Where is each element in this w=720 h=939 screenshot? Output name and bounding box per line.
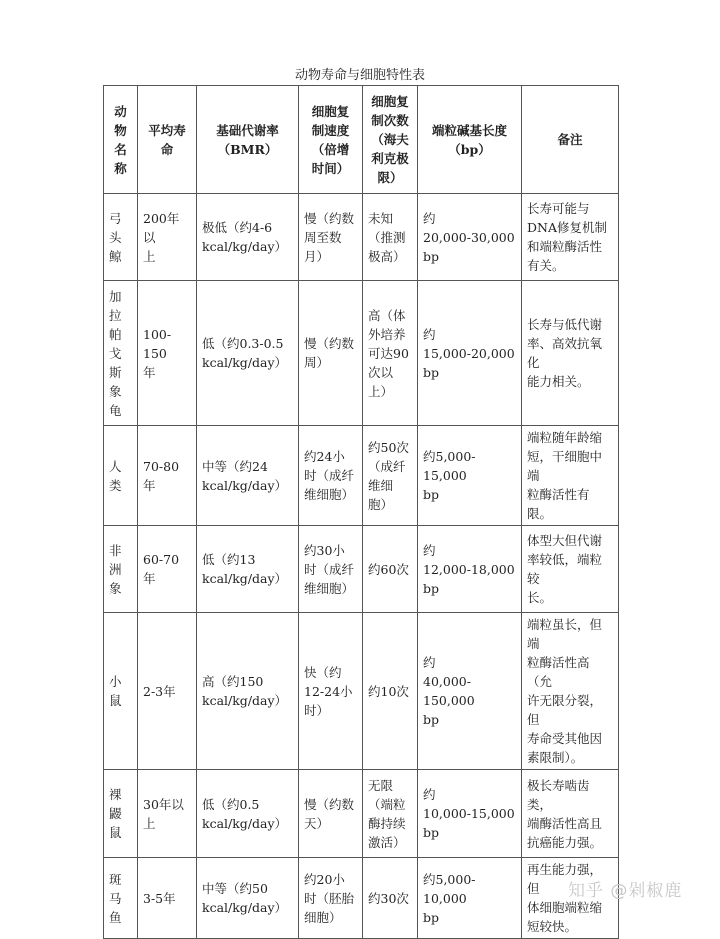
- cell-doubling-time: 慢（约数 天）: [299, 770, 363, 858]
- table-row: [104, 426, 619, 526]
- cell-doubling-time: 约30小 时（成纤 维细胞）: [299, 526, 363, 613]
- cell-hayflick-limit: 无限 （端粒 酶持续 激活）: [363, 770, 418, 858]
- cell-lifespan: 100-150 年: [138, 281, 197, 426]
- header-hayflick-limit: 细胞复 制次数 （海夫 利克极 限）: [363, 86, 418, 194]
- cell-telomere-length: 约5,000-15,000 bp: [418, 426, 522, 526]
- cell-doubling-time: 约24小 时（成纤 维细胞）: [299, 426, 363, 526]
- animal-lifespan-table: [103, 85, 619, 939]
- cell-hayflick-limit: 高（体 外培养 可达90 次以 上）: [363, 281, 418, 426]
- cell-notes: 极长寿啮齿类， 端酶活性高且 抗癌能力强。: [522, 770, 619, 858]
- cell-bmr: 低（约0.5 kcal/kg/day）: [197, 770, 299, 858]
- header-notes: 备注: [522, 86, 619, 194]
- cell-telomere-length: 约 20,000-30,000 bp: [418, 194, 522, 281]
- cell-animal: 裸 鼹 鼠: [104, 770, 138, 858]
- header-row: [104, 86, 619, 194]
- cell-hayflick-limit: 约50次 （成纤 维细 胞）: [363, 426, 418, 526]
- cell-bmr: 中等（约24 kcal/kg/day）: [197, 426, 299, 526]
- cell-doubling-time: 约20小 时（胚胎 细胞）: [299, 858, 363, 939]
- cell-bmr: 高（约150 kcal/kg/day）: [197, 613, 299, 770]
- cell-telomere-length: 约 12,000-18,000 bp: [418, 526, 522, 613]
- cell-notes: 端粒虽长，但端 粒酶活性高（允 许无限分裂，但 寿命受其他因 素限制）。: [522, 613, 619, 770]
- cell-notes: 再生能力强，但 体细胞端粒缩 短较快。: [522, 858, 619, 939]
- header-telomere-length: 端粒碱基长度 （bp）: [418, 86, 522, 194]
- cell-telomere-length: 约 15,000-20,000 bp: [418, 281, 522, 426]
- cell-doubling-time: 快（约 12-24小 时）: [299, 613, 363, 770]
- cell-animal: 人 类: [104, 426, 138, 526]
- cell-lifespan: 60-70年: [138, 526, 197, 613]
- cell-animal: 小 鼠: [104, 613, 138, 770]
- cell-hayflick-limit: 约10次: [363, 613, 418, 770]
- header-doubling-time: 细胞复 制速度 （倍增 时间）: [299, 86, 363, 194]
- cell-bmr: 极低（约4-6 kcal/kg/day）: [197, 194, 299, 281]
- cell-lifespan: 200年以 上: [138, 194, 197, 281]
- header-animal: 动 物 名 称: [104, 86, 138, 194]
- table-row: [104, 281, 619, 426]
- cell-animal: 加 拉 帕 戈 斯 象 龟: [104, 281, 138, 426]
- cell-hayflick-limit: 未知 （推测 极高）: [363, 194, 418, 281]
- cell-lifespan: 3-5年: [138, 858, 197, 939]
- cell-notes: 长寿可能与 DNA修复机制 和端粒酶活性 有关。: [522, 194, 619, 281]
- cell-animal: 弓 头 鲸: [104, 194, 138, 281]
- table-row: [104, 770, 619, 858]
- cell-bmr: 低（约0.3-0.5 kcal/kg/day）: [197, 281, 299, 426]
- table-row: [104, 858, 619, 939]
- table-title: 动物寿命与细胞特性表: [294, 68, 425, 83]
- cell-notes: 端粒随年龄缩 短，干细胞中端 粒酶活性有限。: [522, 426, 619, 526]
- cell-bmr: 中等（约50 kcal/kg/day）: [197, 858, 299, 939]
- table-row: [104, 526, 619, 613]
- cell-doubling-time: 慢（约数 周至数 月）: [299, 194, 363, 281]
- cell-telomere-length: 约 40,000-150,000 bp: [418, 613, 522, 770]
- cell-animal: 非 洲 象: [104, 526, 138, 613]
- cell-hayflick-limit: 约60次: [363, 526, 418, 613]
- cell-telomere-length: 约5,000-10,000 bp: [418, 858, 522, 939]
- cell-doubling-time: 慢（约数 周）: [299, 281, 363, 426]
- cell-hayflick-limit: 约30次: [363, 858, 418, 939]
- header-lifespan: 平均寿 命: [138, 86, 197, 194]
- cell-notes: 长寿与低代谢 率、高效抗氧化 能力相关。: [522, 281, 619, 426]
- cell-lifespan: 2-3年: [138, 613, 197, 770]
- table-row: [104, 613, 619, 770]
- cell-notes: 体型大但代谢 率较低，端粒较 长。: [522, 526, 619, 613]
- table-row: [104, 194, 619, 281]
- cell-lifespan: 30年以 上: [138, 770, 197, 858]
- cell-bmr: 低（约13 kcal/kg/day）: [197, 526, 299, 613]
- cell-telomere-length: 约 10,000-15,000 bp: [418, 770, 522, 858]
- header-bmr: 基础代谢率 （BMR）: [197, 86, 299, 194]
- cell-lifespan: 70-80年: [138, 426, 197, 526]
- cell-animal: 斑 马 鱼: [104, 858, 138, 939]
- watermark: 知乎 @剁椒鹿: [568, 881, 683, 901]
